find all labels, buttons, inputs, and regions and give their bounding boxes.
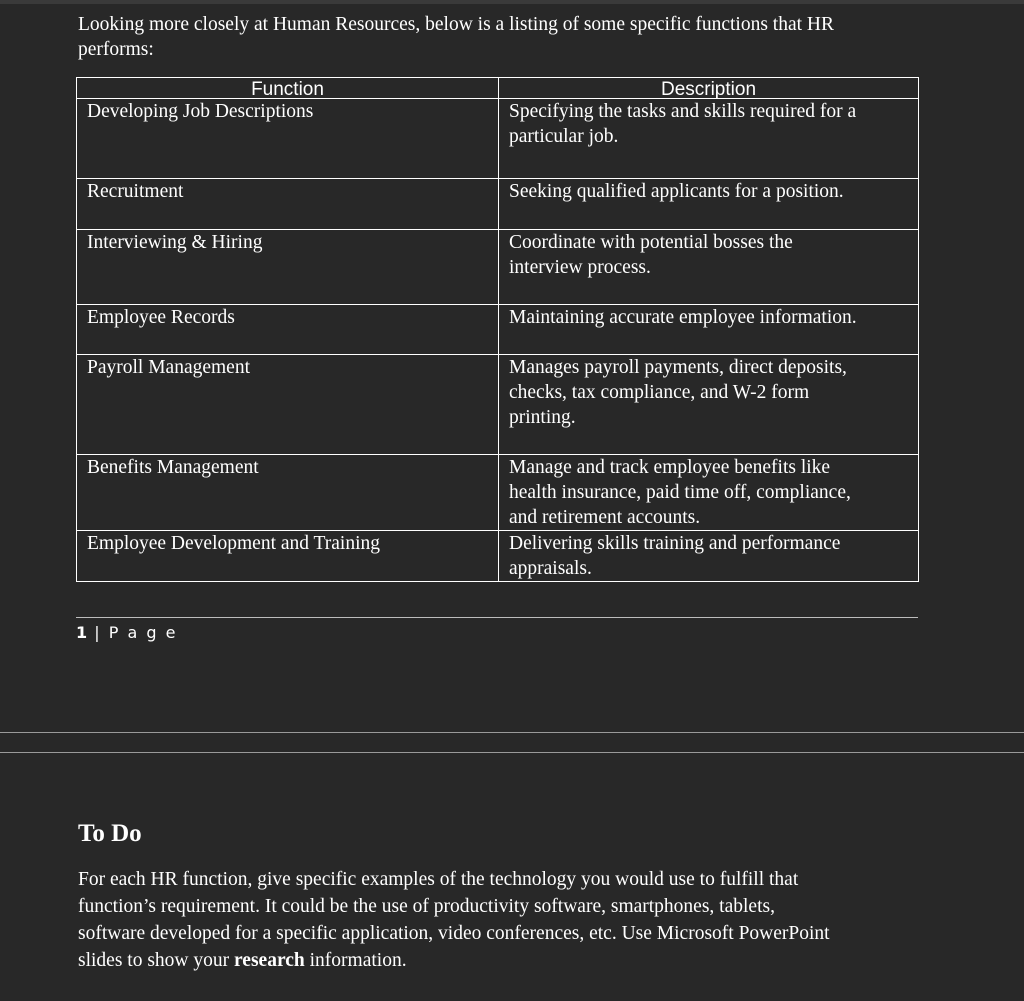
todo-line-4-end: information. — [304, 950, 407, 971]
table-header-row — [77, 78, 919, 99]
description-line: Manage and track employee benefits like — [509, 457, 831, 478]
page-break-rule-top — [0, 732, 1024, 733]
intro-paragraph — [78, 12, 938, 62]
table-row — [77, 230, 919, 305]
todo-line-1: For each HR function, give specific examples of the technology you would use to fulfill that — [78, 869, 799, 890]
description-line: Manages payroll payments, direct deposits, — [509, 357, 847, 378]
description-cell — [499, 305, 919, 355]
page-break-rule-bottom — [0, 752, 1024, 753]
description-cell — [499, 179, 919, 230]
footer-rule — [76, 617, 918, 618]
description-cell — [499, 99, 919, 179]
description-line: Specifying the tasks and skills required for a — [509, 101, 857, 122]
function-cell: Interviewing & Hiring — [77, 230, 499, 305]
table-row — [77, 455, 919, 531]
page-label: P a g e — [108, 623, 178, 642]
table-row — [77, 355, 919, 455]
function-cell: Developing Job Descriptions — [77, 99, 499, 179]
description-line: particular job. — [509, 126, 619, 147]
description-line: interview process. — [509, 257, 651, 278]
todo-line-2: function’s requirement. It could be the use of productivity software, smartphones, tablets, — [78, 896, 775, 917]
description-cell — [499, 355, 919, 455]
page-footer — [76, 623, 177, 642]
description-line: health insurance, paid time off, compliance, — [509, 482, 851, 503]
table-row — [77, 531, 919, 582]
description-line: Maintaining accurate employee information. — [509, 307, 857, 328]
table-row — [77, 305, 919, 355]
document-page — [0, 4, 1024, 732]
footer-separator: | — [87, 623, 109, 642]
todo-heading: To Do — [78, 820, 142, 847]
description-line: and retirement accounts. — [509, 507, 701, 528]
description-line: checks, tax compliance, and W-2 form — [509, 382, 810, 403]
table-row — [77, 99, 919, 179]
function-cell: Payroll Management — [77, 355, 499, 455]
todo-line-4-start: slides to show your — [78, 950, 234, 971]
function-cell: Recruitment — [77, 179, 499, 230]
description-line: Coordinate with potential bosses the — [509, 232, 793, 253]
description-line: appraisals. — [509, 558, 592, 579]
todo-line-3: software developed for a specific application, video conferences, etc. Use Microsoft PowerPoint — [78, 923, 830, 944]
intro-line-2: performs: — [78, 39, 154, 60]
description-line: printing. — [509, 407, 576, 428]
header-description: Description — [499, 78, 919, 99]
description-cell — [499, 531, 919, 582]
description-line: Delivering skills training and performance — [509, 533, 841, 554]
function-cell: Employee Development and Training — [77, 531, 499, 582]
description-cell — [499, 230, 919, 305]
intro-line-1: Looking more closely at Human Resources, below is a listing of some specific functions that HR — [78, 14, 835, 35]
function-cell: Employee Records — [77, 305, 499, 355]
table-row — [77, 179, 919, 230]
description-line: Seeking qualified applicants for a position. — [509, 181, 844, 202]
description-cell — [499, 455, 919, 531]
header-function: Function — [77, 78, 499, 99]
page-number: 1 — [76, 623, 88, 642]
function-cell: Benefits Management — [77, 455, 499, 531]
todo-emphasis-research: research — [234, 950, 305, 971]
todo-paragraph — [78, 866, 938, 974]
hr-functions-table — [76, 77, 919, 582]
